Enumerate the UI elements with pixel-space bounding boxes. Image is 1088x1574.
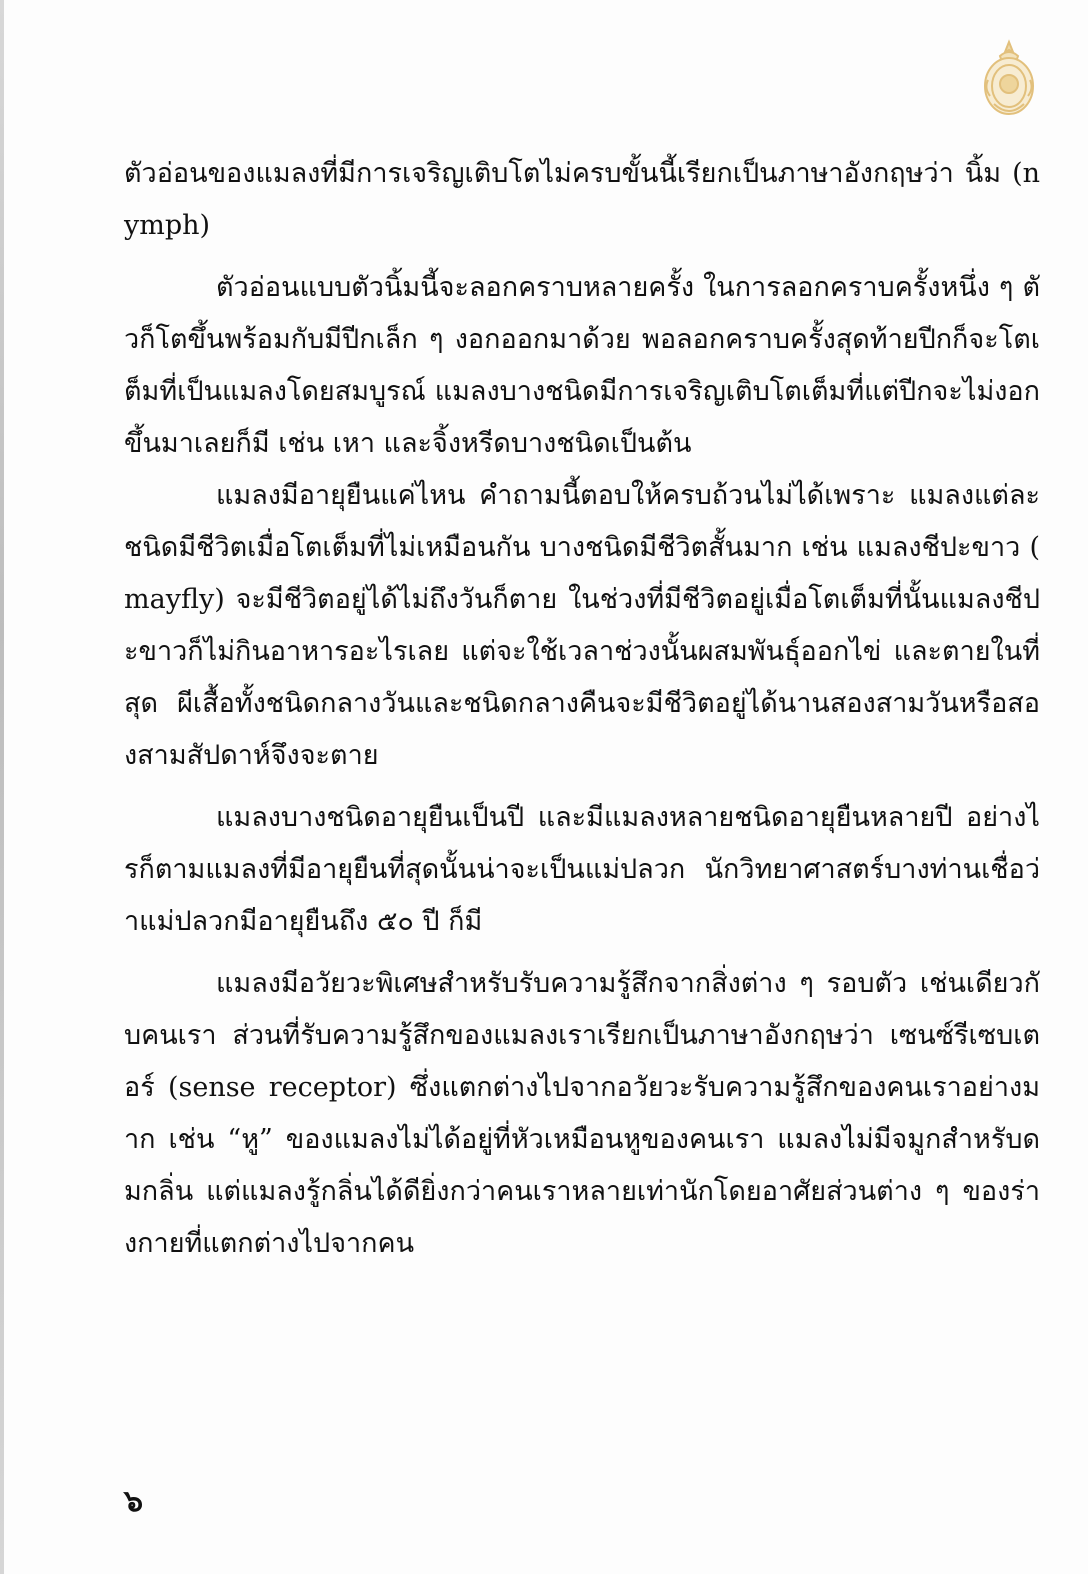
scan-edge [0,0,4,1574]
paragraph-molting: ตัวอ่อนแบบตัวนิ้มนี้จะลอกคราบหลายครั้ง ในการลอกคราบครั้งหนึ่ง ๆ ตัวก็โตขึ้นพร้อมกับมีปีกเล็ก ๆ งอกออกมาด้วย พอลอกคราบครั้งสุดท้ายปีกก็จะโตเต็มที่เป็นแมลงโดยสมบูรณ์ แมลงบางชนิดมีการเจริญเติบโตเต็มที่แต่ปีกจะไม่งอกขึ้นมาเลยก็มี เช่น เหา และจิ้งหรีดบางชนิดเป็นต้น [124,272,1040,459]
royal-emblem-icon [980,38,1038,120]
page-number: ๖ [124,1484,144,1519]
body-text [124,148,1040,1270]
paragraph-long-lived-insects: แมลงบางชนิดอายุยืนเป็นปี และมีแมลงหลายชนิดอายุยืนหลายปี อย่างไรก็ตามแมลงที่มีอายุยืนที่สุดนั้นน่าจะเป็นแม่ปลวก นักวิทยาศาสตร์บางท่านเชื่อว่าแม่ปลวกมีอายุยืนถึง ๕๐ ปี ก็มี [124,802,1040,937]
paragraph-lifespan: แมลงมีอายุยืนแค่ไหน คำถามนี้ตอบให้ครบถ้วนไม่ได้เพราะ แมลงแต่ละชนิดมีชีวิตเมื่อโตเต็มที่ไม่เหมือนกัน บางชนิดมีชีวิตสั้นมาก เช่น แมลงชีปะขาว (mayfly) จะมีชีวิตอยู่ได้ไม่ถึงวันก็ตาย ในช่วงที่มีชีวิตอยู่เมื่อโตเต็มที่นั้นแมลงชีปะขาวก็ไม่กินอาหารอะไรเลย แต่จะใช้เวลาช่วงนั้นผสมพันธุ์ออกไข่ และตายในที่สุด ผีเสื้อทั้งชนิดกลางวันและชนิดกลางคืนจะมีชีวิตอยู่ได้นานสองสามวันหรือสองสามสัปดาห์จึงจะตาย [124,480,1040,771]
paragraph-nymph-definition: ตัวอ่อนของแมลงที่มีการเจริญเติบโตไม่ครบขั้นนี้เรียกเป็นภาษาอังกฤษว่า นิ้ม (nymph) [124,158,1040,241]
paragraph-sense-receptors: แมลงมีอวัยวะพิเศษสำหรับรับความรู้สึกจากสิ่งต่าง ๆ รอบตัว เช่นเดียวกับคนเรา ส่วนที่รับความรู้สึกของแมลงเราเรียกเป็นภาษาอังกฤษว่า เซนซ์รีเซบเตอร์ (sense receptor) ซึ่งแตกต่างไปจากอวัยวะรับความรู้สึกของคนเราอย่างมาก เช่น “หู” ของแมลงไม่ได้อยู่ที่หัวเหมือนหูของคนเรา แมลงไม่มีจมูกสำหรับดมกลิ่น แต่แมลงรู้กลิ่นได้ดียิ่งกว่าคนเราหลายเท่านักโดยอาศัยส่วนต่าง ๆ ของร่างกายที่แตกต่างไปจากคน [124,968,1040,1259]
